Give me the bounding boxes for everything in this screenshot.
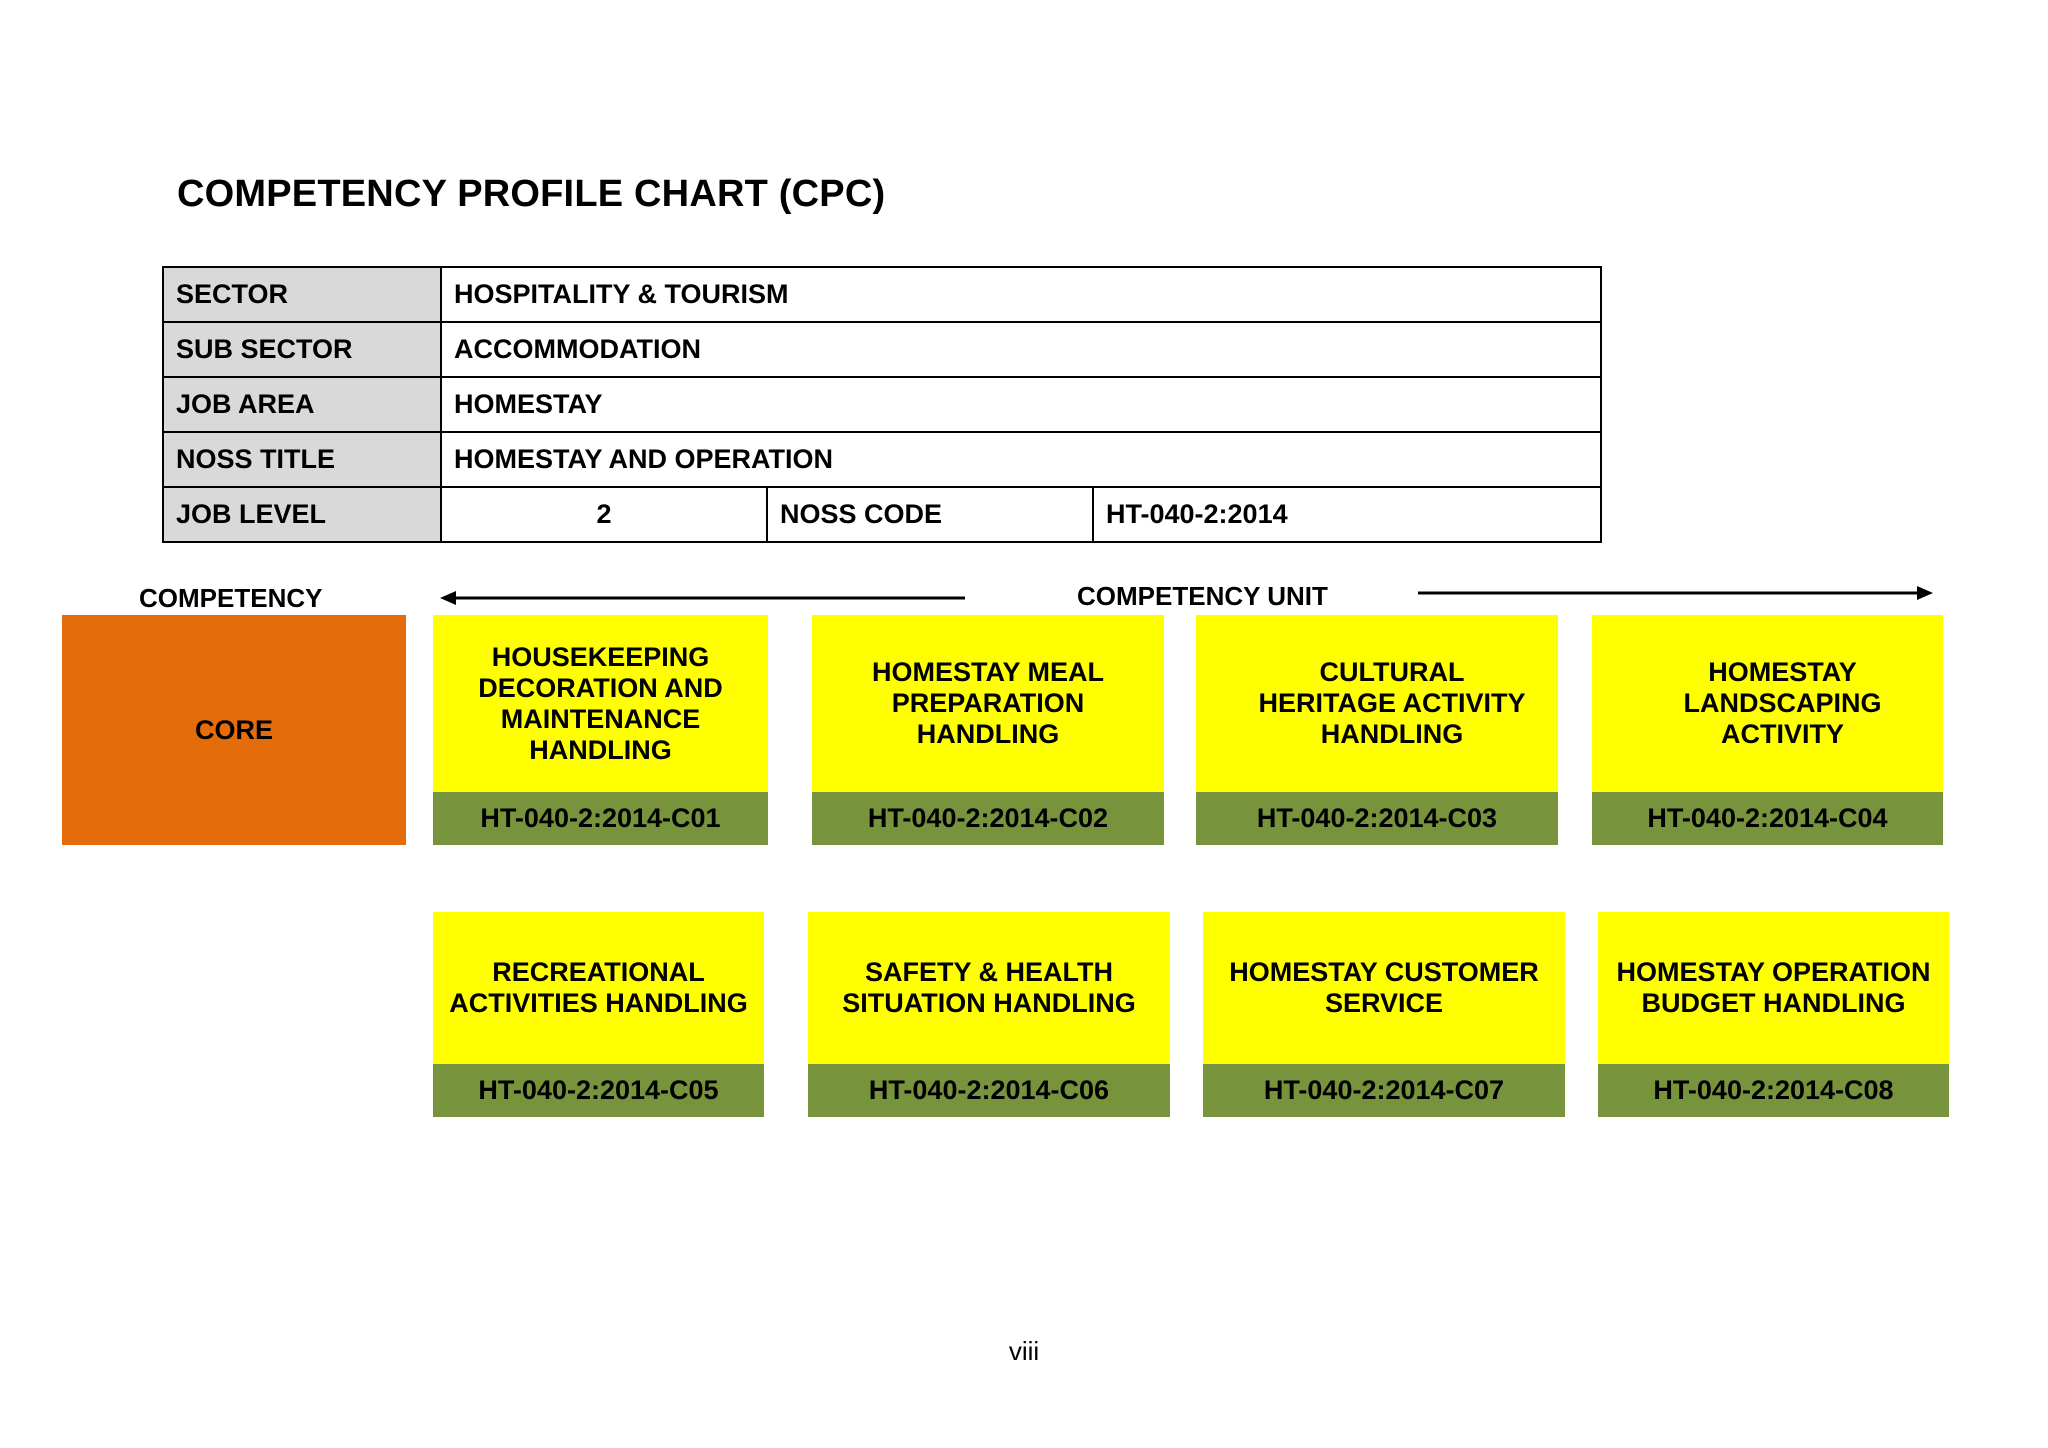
noss-title-label: NOSS TITLE [163, 432, 441, 487]
competency-unit-c05 [433, 912, 764, 1117]
sub-sector-value: ACCOMMODATION [441, 322, 1601, 377]
job-level-value: 2 [441, 487, 767, 542]
competency-unit-c01 [433, 615, 768, 845]
unit-name: HOMESTAY LANDSCAPING ACTIVITY [1592, 615, 1943, 792]
competency-unit-c04 [1592, 615, 1943, 845]
unit-code: HT-040-2:2014-C03 [1196, 792, 1558, 845]
unit-name: CULTURAL HERITAGE ACTIVITY HANDLING [1196, 615, 1558, 792]
left-arrow-icon [440, 591, 965, 605]
right-arrow-icon [1418, 586, 1933, 600]
competency-unit-header: COMPETENCY UNIT [1077, 581, 1328, 611]
page-number: viii [1008, 1336, 1040, 1366]
unit-code: HT-040-2:2014-C08 [1598, 1064, 1949, 1117]
unit-name: HOMESTAY MEAL PREPARATION HANDLING [812, 615, 1164, 792]
sub-sector-label: SUB SECTOR [163, 322, 441, 377]
page-title: COMPETENCY PROFILE CHART (CPC) [177, 173, 886, 215]
unit-code: HT-040-2:2014-C06 [808, 1064, 1170, 1117]
job-area-value: HOMESTAY [441, 377, 1601, 432]
competency-unit-c08 [1598, 912, 1949, 1117]
noss-code-label: NOSS CODE [767, 487, 1093, 542]
sector-label: SECTOR [163, 267, 441, 322]
core-box [62, 615, 406, 845]
unit-name: HOMESTAY CUSTOMER SERVICE [1203, 912, 1565, 1064]
unit-name: SAFETY & HEALTH SITUATION HANDLING [808, 912, 1170, 1064]
sector-value: HOSPITALITY & TOURISM [441, 267, 1601, 322]
core-label: CORE [194, 714, 273, 745]
competency-header: COMPETENCY [139, 583, 323, 613]
unit-code: HT-040-2:2014-C05 [433, 1064, 764, 1117]
job-level-label: JOB LEVEL [163, 487, 441, 542]
unit-code: HT-040-2:2014-C07 [1203, 1064, 1565, 1117]
competency-unit-c07 [1203, 912, 1565, 1117]
competency-unit-c03 [1196, 615, 1558, 845]
unit-name: HOUSEKEEPING DECORATION AND MAINTENANCE HANDLING [433, 615, 768, 792]
unit-name: RECREATIONAL ACTIVITIES HANDLING [433, 912, 764, 1064]
noss-code-value: HT-040-2:2014 [1093, 487, 1601, 542]
noss-title-value: HOMESTAY AND OPERATION [441, 432, 1601, 487]
unit-code: HT-040-2:2014-C01 [433, 792, 768, 845]
job-area-label: JOB AREA [163, 377, 441, 432]
competency-unit-c02 [812, 615, 1164, 845]
unit-name: HOMESTAY OPERATION BUDGET HANDLING [1598, 912, 1949, 1064]
competency-unit-c06 [808, 912, 1170, 1117]
unit-code: HT-040-2:2014-C02 [812, 792, 1164, 845]
unit-code: HT-040-2:2014-C04 [1592, 792, 1943, 845]
